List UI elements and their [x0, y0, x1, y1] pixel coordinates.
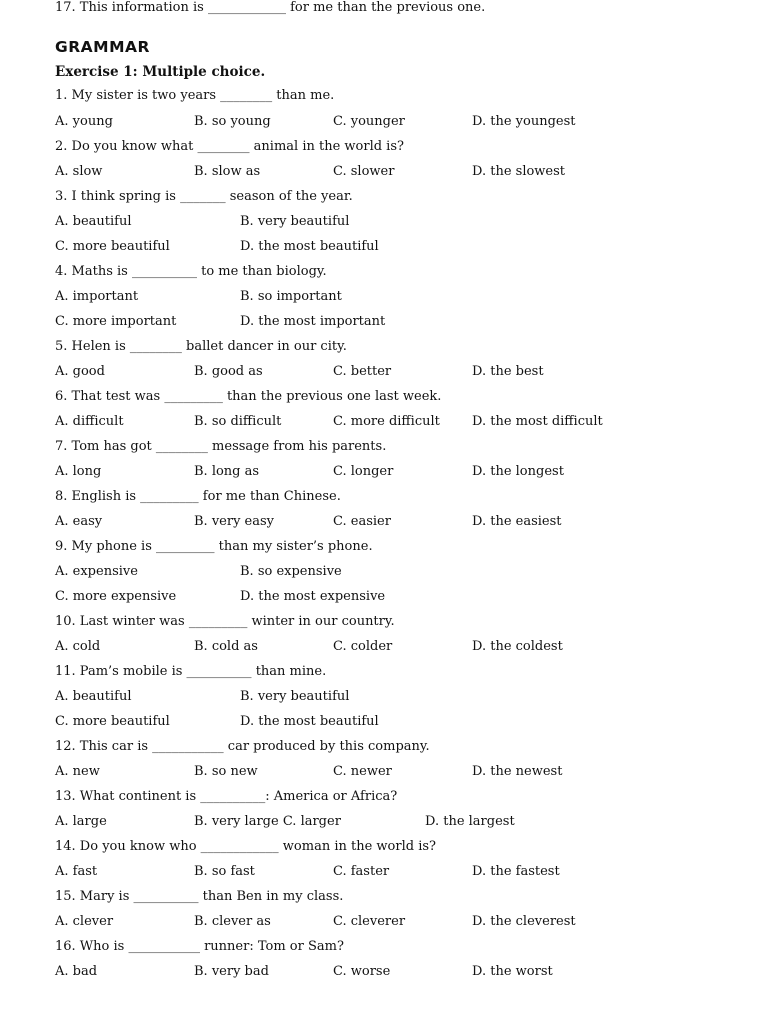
answer-option: D. the most beautiful — [240, 714, 379, 729]
options-row — [0, 414, 768, 434]
answer-option: B. good as — [194, 364, 263, 379]
question-text: 10. Last winter was _________ winter in our country. — [55, 614, 395, 629]
answer-option: A. expensive — [55, 564, 138, 579]
answer-option: B. very easy — [194, 514, 275, 529]
answer-option: A. beautiful — [55, 214, 132, 229]
question-text: 8. English is _________ for me than Chinese. — [55, 489, 341, 504]
question-text: 3. I think spring is _______ season of the year. — [55, 189, 353, 204]
answer-option: B. so fast — [194, 864, 255, 879]
answer-option: C. cleverer — [333, 914, 406, 929]
options-row — [0, 964, 768, 984]
question-text: 17. This information is ____________ for me than the previous one. — [55, 0, 486, 15]
options-row — [0, 814, 768, 834]
question-line — [0, 389, 768, 409]
question-text: 5. Helen is ________ ballet dancer in our city. — [55, 339, 347, 354]
answer-option: A. cold — [55, 639, 101, 654]
answer-option: B. so new — [194, 764, 258, 779]
answer-option: C. younger — [333, 114, 405, 129]
question-line — [0, 489, 768, 509]
answer-option: D. the easiest — [472, 514, 562, 529]
question-text: 9. My phone is _________ than my sister’s phone. — [55, 539, 373, 554]
options-row — [0, 289, 768, 309]
answer-option: B. very beautiful — [240, 689, 350, 704]
answer-option: D. the most beautiful — [240, 239, 379, 254]
question-line — [0, 789, 768, 809]
answer-option: B. very bad — [194, 964, 269, 979]
question-line — [0, 664, 768, 684]
answer-option: C. more beautiful — [55, 239, 170, 254]
answer-option: D. the largest — [425, 814, 515, 829]
question-text: 15. Mary is __________ than Ben in my class. — [55, 889, 344, 904]
question-line — [0, 88, 768, 108]
answer-option: B. very large C. larger — [194, 814, 341, 829]
options-row — [0, 114, 768, 134]
answer-option: C. worse — [333, 964, 391, 979]
answer-option: D. the slowest — [472, 164, 566, 179]
options-row — [0, 514, 768, 534]
answer-option: D. the fastest — [472, 864, 560, 879]
answer-option: D. the youngest — [472, 114, 576, 129]
question-line — [0, 739, 768, 759]
options-row — [0, 589, 768, 609]
answer-option: A. beautiful — [55, 689, 132, 704]
options-row — [0, 714, 768, 734]
answer-option: A. large — [55, 814, 107, 829]
answer-option: D. the worst — [472, 964, 553, 979]
answer-option: A. clever — [55, 914, 114, 929]
question-text: 13. What continent is __________: America or Africa? — [55, 789, 398, 804]
answer-option: D. the best — [472, 364, 544, 379]
answer-option: C. more beautiful — [55, 714, 170, 729]
options-row — [0, 914, 768, 934]
answer-option: C. colder — [333, 639, 393, 654]
answer-option: B. very beautiful — [240, 214, 350, 229]
answer-option: C. easier — [333, 514, 391, 529]
options-row — [0, 864, 768, 884]
question-text: 11. Pam’s mobile is __________ than mine. — [55, 664, 327, 679]
question-line — [0, 614, 768, 634]
answer-option: B. clever as — [194, 914, 271, 929]
question-text: 1. My sister is two years ________ than me. — [55, 88, 335, 103]
question-line — [0, 439, 768, 459]
options-row — [0, 164, 768, 184]
answer-option: C. more expensive — [55, 589, 177, 604]
answer-option: C. more important — [55, 314, 177, 329]
question-text: 16. Who is ___________ runner: Tom or Sam? — [55, 939, 344, 954]
answer-option: C. faster — [333, 864, 390, 879]
question-line — [0, 264, 768, 284]
answer-option: D. the most important — [240, 314, 386, 329]
answer-option: B. so important — [240, 289, 342, 304]
options-row — [0, 564, 768, 584]
answer-option: D. the longest — [472, 464, 564, 479]
question-text: 2. Do you know what ________ animal in the world is? — [55, 139, 404, 154]
question-text: 12. This car is ___________ car produced by this company. — [55, 739, 430, 754]
question-text: 4. Maths is __________ to me than biology. — [55, 264, 327, 279]
options-row — [0, 239, 768, 259]
answer-option: A. fast — [55, 864, 98, 879]
question-text: 7. Tom has got ________ message from his parents. — [55, 439, 387, 454]
answer-option: A. easy — [55, 514, 103, 529]
answer-option: A. difficult — [55, 414, 124, 429]
question-line — [0, 139, 768, 159]
options-row — [0, 689, 768, 709]
options-row — [0, 464, 768, 484]
answer-option: C. longer — [333, 464, 394, 479]
answer-option: D. the most difficult — [472, 414, 603, 429]
answer-option: D. the newest — [472, 764, 563, 779]
answer-option: B. slow as — [194, 164, 261, 179]
answer-option: C. newer — [333, 764, 392, 779]
question-text: 6. That test was _________ than the previous one last week. — [55, 389, 442, 404]
answer-option: D. the cleverest — [472, 914, 576, 929]
answer-option: B. so young — [194, 114, 271, 129]
answer-option: B. so difficult — [194, 414, 282, 429]
question-line — [0, 889, 768, 909]
worksheet-heading: GRAMMAR — [55, 38, 150, 56]
question-line — [0, 339, 768, 359]
answer-option: B. long as — [194, 464, 260, 479]
answer-option: A. young — [55, 114, 113, 129]
question-line — [0, 839, 768, 859]
options-row — [0, 314, 768, 334]
answer-option: C. better — [333, 364, 392, 379]
question-line — [0, 939, 768, 959]
question-line — [0, 0, 768, 20]
answer-option: A. new — [55, 764, 100, 779]
question-text: 14. Do you know who ____________ woman in the world is? — [55, 839, 436, 854]
answer-option: A. good — [55, 364, 105, 379]
answer-option: C. more difficult — [333, 414, 440, 429]
question-line — [0, 189, 768, 209]
options-row — [0, 214, 768, 234]
answer-option: A. bad — [55, 964, 98, 979]
answer-option: A. important — [55, 289, 139, 304]
answer-option: B. so expensive — [240, 564, 342, 579]
question-line — [0, 539, 768, 559]
exercise-title: Exercise 1: Multiple choice. — [55, 64, 266, 80]
options-row — [0, 639, 768, 659]
answer-option: D. the most expensive — [240, 589, 386, 604]
answer-option: D. the coldest — [472, 639, 563, 654]
answer-option: A. long — [55, 464, 102, 479]
answer-option: A. slow — [55, 164, 103, 179]
answer-option: B. cold as — [194, 639, 258, 654]
answer-option: C. slower — [333, 164, 395, 179]
options-row — [0, 764, 768, 784]
options-row — [0, 364, 768, 384]
